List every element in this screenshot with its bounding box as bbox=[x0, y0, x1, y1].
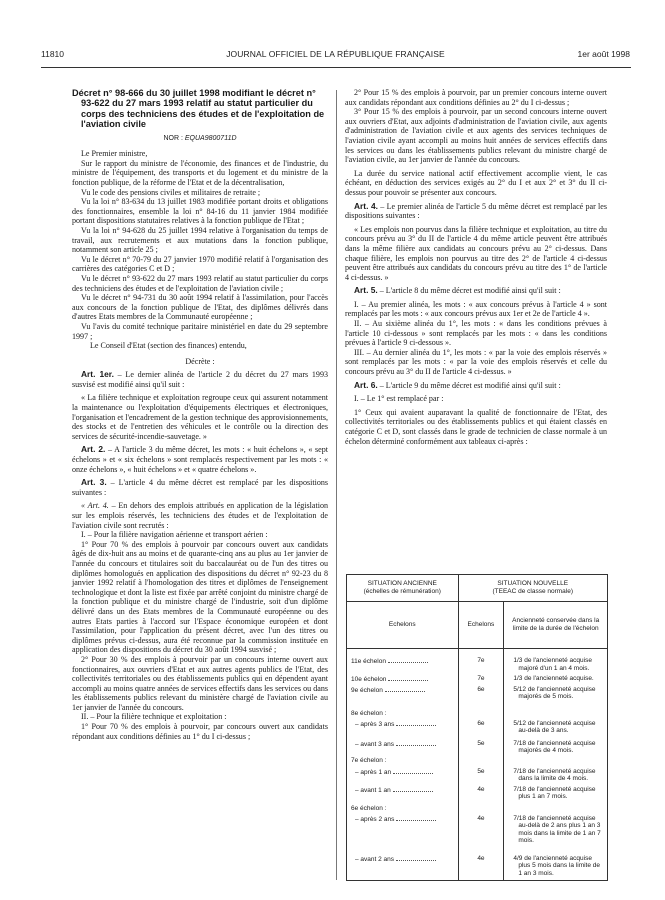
table-row bbox=[347, 765, 608, 783]
preamble-paragraph: Vu le code des pensions civiles et militaires de retraite ; bbox=[81, 187, 261, 197]
article-3-I-1: 1° Pour 70 % des emplois à pourvoir par concours ouvert aux candidats âgés de dix-huit ans au moins et de quarante-cinq ans au plus au 1er janvier de l'année du concours et titulaires soit du baccalauréat ou de l'un des titres ou diplômes homologués en application des dispositions du décret n° 92-23 du 8 janvier 1992 relatif à l'homologation des titres et diplômes de l'enseignement technologique et dont la liste est fixée par arrêté conjoint du ministre chargé de la fonction publique et du ministre chargé de l'industrie, soit d'un diplôme délivré dans un des Etats membres de la Communauté européenne ou des autres Etats parties à l'accord sur l'Espace économique européen et dont l'assimilation, pour l'application du présent décret, avec l'un des titres ou diplômes prévus ci-dessus, aura été reconnue par la commission instituée en application des dispositions du décret du 30 août 1994 susvisé ; bbox=[72, 539, 328, 655]
article-text: – L'article 4 du même décret est remplacé par les dispositions suivantes : bbox=[72, 478, 328, 497]
article-text: – En dehors des emplois attribués en application de la législation sur les emplois réservés, les techniciens des études et de l'exploitation de l'aviation civile sont recrutés : bbox=[72, 501, 329, 530]
cell-old-echelon bbox=[347, 735, 459, 755]
article-text: – Le dernier alinéa de l'article 2 du décret du 27 mars 1993 susvisé est modifié ainsi qu'il suit : bbox=[72, 370, 328, 389]
cell-anciennete bbox=[504, 801, 608, 813]
table-row bbox=[347, 801, 608, 813]
cell-new-echelon: 5e bbox=[458, 735, 504, 755]
cell-old-echelon bbox=[347, 672, 459, 684]
nor-reference bbox=[72, 134, 328, 144]
old-echelon-label: – avant 2 ans bbox=[355, 855, 395, 863]
article-label: Art. 1er. bbox=[81, 369, 114, 380]
cell-new-echelon: 6e bbox=[458, 684, 504, 701]
table-row bbox=[347, 783, 608, 801]
preamble-paragraph: Le Conseil d'Etat (section des finances) entendu, bbox=[90, 341, 247, 351]
table-row bbox=[347, 649, 608, 673]
preamble-paragraph: Vu le décret n° 70-79 du 27 janvier 1970 modifié relatif à l'organisation des carrières des catégories C et D ; bbox=[72, 254, 328, 274]
cell-new-echelon: 4e bbox=[458, 813, 504, 845]
header-title: SITUATION ANCIENNE bbox=[367, 580, 437, 588]
cell-old-echelon bbox=[347, 801, 459, 813]
column-header-echelons-new: Echelons bbox=[458, 602, 504, 649]
anciennete-text: 7/18 de l'ancienneté acquise plus 1 an 7 mois. bbox=[513, 785, 596, 801]
header-subtitle: (échelles de rémunération) bbox=[363, 588, 441, 595]
page-header bbox=[41, 49, 630, 63]
leader-dots bbox=[393, 786, 433, 792]
article-1 bbox=[72, 370, 328, 389]
old-echelon-label: 8e échelon : bbox=[351, 709, 387, 717]
leader-dots bbox=[396, 720, 436, 726]
article-4-quote: « Les emplois non pourvus dans la filière technique et exploitation, au titre du concours prévu au 3° du II de l'article 4 du même article peuvent être attribués dans la même filière aux candidats au concours prévu au 2° ci-dessus. Dans chaque filière, les emplois non pourvus au titre des 2° de l'article 4 ci-dessus peuvent être attribués aux candidats du concours prévu au titre des 1° de l'article 4 ci-dessus. » bbox=[345, 224, 607, 282]
cell-anciennete bbox=[504, 755, 608, 765]
article-3-II-1: 1° Pour 70 % des emplois à pourvoir, par concours ouvert aux candidats répondant aux conditions définies au 1° du I ci-dessus ; bbox=[72, 722, 328, 741]
cell-old-echelon bbox=[347, 783, 459, 801]
old-echelon-label: 7e échelon : bbox=[351, 756, 387, 764]
preamble-paragraph: Vu l'avis du comité technique paritaire ministériel en date du 29 septembre 1997 ; bbox=[72, 321, 328, 341]
article-label: Art. 2. bbox=[81, 444, 106, 455]
cell-old-echelon bbox=[347, 701, 459, 718]
article-2 bbox=[72, 445, 328, 474]
column-header-anciennete: Ancienneté conservée dans la limite de la durée de l'échelon bbox=[504, 602, 608, 649]
leader-dots bbox=[396, 855, 436, 861]
article-text: – Le premier alinéa de l'article 5 du même décret est remplacé par les dispositions suivantes : bbox=[345, 201, 607, 221]
old-echelon-label: – après 2 ans bbox=[355, 815, 395, 823]
preamble-paragraph: Vu la loi n° 94-628 du 25 juillet 1994 relative à l'organisation du temps de travail, aux recrutements et aux mutations dans la fonction publique, notamment son article 25 ; bbox=[72, 225, 328, 255]
preamble-paragraph: Sur le rapport du ministre de l'économie, des finances et de l'industrie, du ministre de l'équipement, des transports et du logement et du ministre de la fonction publique, de la réforme de l'Etat et de la décentralisation, bbox=[72, 158, 328, 187]
preamble-paragraph: Vu la loi n° 83-634 du 13 juillet 1983 modifiée portant droits et obligations des fonctionnaires, ensemble la loi n° 84-16 du 11 janvier 1984 modifiée portant dispositions statutaires relatives à la fonction publique de l'Etat ; bbox=[72, 197, 328, 226]
article-label: Art. 6. bbox=[354, 379, 378, 390]
decree-title: Décret n° 98-666 du 30 juillet 1998 modifiant le décret n° 93-622 du 27 mars 1993 relatif au statut particulier du corps des techniciens des études et de l'exploitation de l'aviation civile bbox=[72, 88, 325, 130]
cell-new-echelon bbox=[458, 801, 504, 813]
page-number: 11810 bbox=[41, 49, 65, 59]
article-5-II: II. – Au sixième alinéa du 1°, les mots : « dans les conditions prévues à l'article 10 ci-dessous » sont remplacés par les mots : « dans les conditions prévues à l'article 9 ci-dessous ». bbox=[345, 319, 607, 348]
cell-anciennete bbox=[504, 672, 608, 684]
old-echelon-label: – après 1 an bbox=[355, 768, 392, 776]
anciennete-text: 1/3 de l'ancienneté acquise majoré d'un 1 an 4 mois. bbox=[513, 657, 592, 672]
leader-dots bbox=[393, 768, 433, 774]
anciennete-text: 7/18 de l'ancienneté acquise dans la limite de 4 mois. bbox=[513, 767, 596, 783]
left-column bbox=[72, 88, 328, 741]
article-3-section-II: II. – Pour la filière technique et exploitation : bbox=[81, 712, 227, 722]
anciennete-text: 7/18 de l'ancienneté acquise au-delà de 2 ans plus 1 an 3 mois dans la limite de 1 an 7 mois. bbox=[513, 814, 601, 845]
cell-anciennete bbox=[504, 684, 608, 701]
cell-old-echelon bbox=[347, 684, 459, 701]
decrete-heading: Décrète : bbox=[185, 356, 215, 366]
article-3-duree: La durée du service national actif effectivement accomplie vient, le cas échéant, en déduction des services exigés au 2° du I et aux 2° et 3° du II ci-dessus pour pouvoir se présenter aux concours. bbox=[345, 168, 607, 197]
cell-old-echelon bbox=[347, 649, 459, 673]
article-text: – L'article 8 du même décret est modifié ainsi qu'il suit : bbox=[379, 286, 561, 296]
article-5 bbox=[345, 286, 607, 296]
old-echelon-label: – avant 3 ans bbox=[355, 740, 395, 748]
nor-label: NOR : bbox=[163, 134, 183, 142]
anciennete-text: 5/12 de l'ancienneté acquise majorés de 5 mois. bbox=[513, 685, 596, 701]
article-label: Art. 5. bbox=[354, 285, 378, 296]
cell-old-echelon bbox=[347, 718, 459, 735]
preamble-paragraph: Le Premier ministre, bbox=[81, 149, 148, 159]
table-row bbox=[347, 735, 608, 755]
anciennete-text: 4/9 de l'ancienneté acquise plus 5 mois dans la limite de 1 an 3 mois. bbox=[513, 854, 601, 878]
article-1-quote: « La filière technique et exploitation regroupe ceux qui assurent notamment la maintenance ou l'exploitation d'équipements électriques et électroniques, l'organisation et l'encadrement de la gestion technique des approvisionnements, des stocks et de l'entretien des véhicules et le contrôle ou la direction des services de sécurité-incendie-sauvetage. » bbox=[72, 393, 328, 441]
column-divider bbox=[336, 90, 337, 880]
cell-new-echelon: 7e bbox=[458, 649, 504, 673]
cell-anciennete bbox=[504, 649, 608, 673]
issue-date: 1er août 1998 bbox=[577, 49, 630, 59]
table-body bbox=[347, 649, 608, 881]
table-row bbox=[347, 701, 608, 718]
header-rule bbox=[41, 67, 631, 68]
anciennete-text: 5/12 de l'ancienneté acquise au-delà de 3 ans. bbox=[513, 719, 596, 735]
cell-new-echelon: 4e bbox=[458, 783, 504, 801]
article-5-I: I. – Au premier alinéa, les mots : « aux concours prévus à l'article 4 » sont remplacés par les mots : « aux concours prévus aux 1er et 2e de l'article 4 ». bbox=[345, 299, 607, 319]
article-3-I-2: 2° Pour 30 % des emplois à pourvoir par un concours interne ouvert aux fonctionnaires, aux ouvriers d'Etat et aux autres agents publics de l'Etat, des collectivités territoriales ou des établissements publics qui en dépendent ayant accompli au moins quatre années de services effectifs dans les services ou dans les établissements publics relevant du ministère chargé de l'aviation civile au 1er janvier de l'année du concours. bbox=[72, 654, 328, 712]
table-header-row bbox=[347, 575, 608, 602]
article-3-section-I: I. – Pour la filière navigation aérienne et transport aérien : bbox=[81, 530, 268, 540]
preamble-paragraph: Vu le décret n° 94-731 du 30 août 1994 relatif à l'assimilation, pour l'accès aux concours de la fonction publique de l'Etat, des diplômes délivrés dans d'autres Etats membres de la Communauté européenne ; bbox=[72, 293, 328, 322]
table-row bbox=[347, 684, 608, 701]
cell-anciennete bbox=[504, 845, 608, 880]
cell-anciennete bbox=[504, 701, 608, 718]
header-situation-nouvelle bbox=[458, 575, 608, 602]
cell-anciennete bbox=[504, 765, 608, 783]
table-subheader-row bbox=[347, 602, 608, 649]
reclassification-table bbox=[346, 574, 608, 881]
old-echelon-label: 11e échelon bbox=[351, 658, 386, 665]
right-column bbox=[345, 88, 607, 446]
cell-new-echelon: 5e bbox=[458, 765, 504, 783]
cell-old-echelon bbox=[347, 845, 459, 880]
article-6-I-1: 1° Ceux qui avaient auparavant la qualité de fonctionnaire de l'Etat, des collectivités territoriales ou des établissements publics et qui étaient classés en catégorie C et D, sont classés dans le grade de technicien de classe normale à un échelon déterminé conformément aux tableaux ci-après : bbox=[345, 407, 607, 446]
article-text: – L'article 9 du même décret est modifié ainsi qu'il suit : bbox=[379, 380, 561, 390]
old-echelon-label: – avant 1 an bbox=[355, 786, 391, 794]
cell-anciennete bbox=[504, 783, 608, 801]
nor-code: EQUA9800711D bbox=[184, 134, 237, 142]
cell-anciennete bbox=[504, 813, 608, 845]
old-echelon-label: 6e échelon : bbox=[351, 804, 387, 812]
header-situation-ancienne bbox=[347, 575, 459, 602]
leader-dots bbox=[396, 815, 436, 821]
anciennete-text: 7/18 de l'ancienneté acquise majorés de 4 mois. bbox=[513, 739, 596, 755]
cell-old-echelon bbox=[347, 755, 459, 765]
nested-article-label: « Art. 4. bbox=[81, 501, 109, 511]
preamble-paragraph: Vu le décret n° 93-622 du 27 mars 1993 relatif au statut particulier du corps des techniciens des études et de l'exploitation de l'aviation civile ; bbox=[72, 273, 328, 293]
leader-dots bbox=[388, 657, 428, 663]
leader-dots bbox=[385, 686, 425, 692]
table-row bbox=[347, 755, 608, 765]
cell-new-echelon: 7e bbox=[458, 672, 504, 684]
old-echelon-label: – après 3 ans bbox=[355, 720, 395, 728]
article-5-III: III. – Au dernier alinéa du 1°, les mots : « par la voie des emplois réservés » sont remplacés par les mots : « par la voie des emplois réservés et celle du concours prévu au 3° du II de l'article 4 ci-dessus. » bbox=[345, 347, 607, 377]
article-text: – A l'article 3 du même décret, les mots : « huit échelons », « sept échelons » et « six échelons » sont remplacés respectivement par les mots : « onze échelons », « huit échelons » et « quatre échelons ». bbox=[72, 445, 328, 474]
header-subtitle: (TEEAC de classe normale) bbox=[492, 588, 574, 595]
cell-old-echelon bbox=[347, 813, 459, 845]
cell-anciennete bbox=[504, 718, 608, 735]
article-4 bbox=[345, 202, 607, 221]
article-3-art4 bbox=[72, 501, 328, 530]
cell-anciennete bbox=[504, 735, 608, 755]
cell-new-echelon: 6e bbox=[458, 718, 504, 735]
article-label: Art. 4. bbox=[354, 200, 378, 211]
table-row bbox=[347, 813, 608, 845]
cell-old-echelon bbox=[347, 765, 459, 783]
article-3 bbox=[72, 478, 328, 497]
cell-new-echelon bbox=[458, 755, 504, 765]
article-6 bbox=[345, 381, 607, 391]
table-row bbox=[347, 718, 608, 735]
old-echelon-label: 9e échelon bbox=[351, 686, 383, 694]
leader-dots bbox=[396, 740, 436, 746]
article-6-I: I. – Le 1° est remplacé par : bbox=[354, 394, 444, 404]
anciennete-text: 1/3 de l'ancienneté acquise. bbox=[513, 675, 594, 683]
header-title: SITUATION NOUVELLE bbox=[497, 580, 569, 588]
leader-dots bbox=[388, 675, 428, 681]
cell-new-echelon bbox=[458, 701, 504, 718]
article-3-II-2: 2° Pour 15 % des emplois à pourvoir, par un premier concours interne ouvert aux candidats répondant aux conditions définies au 2° du I ci-dessus ; bbox=[345, 88, 607, 107]
cell-new-echelon: 4e bbox=[458, 845, 504, 880]
journal-title: JOURNAL OFFICIEL DE LA RÉPUBLIQUE FRANÇAISE bbox=[226, 49, 445, 59]
column-header-echelons-old: Echelons bbox=[347, 602, 459, 649]
old-echelon-label: 10e échelon bbox=[351, 676, 387, 684]
table-row bbox=[347, 845, 608, 880]
article-label: Art. 3. bbox=[81, 477, 107, 488]
article-3-II-3: 3° Pour 15 % des emplois à pourvoir, par un second concours interne ouvert aux ouvriers d'Etat, aux adjoints d'administration de l'aviation civile, aux agents d'administration de l'aviation civile et aux agents des services techniques de l'aviation civile ayant accompli au moins huit années de services effectifs dans les services ou dans les établissements publics relevant du ministre chargé de l'aviation civile, au 1er janvier de l'année du concours. bbox=[345, 107, 607, 165]
table-row bbox=[347, 672, 608, 684]
